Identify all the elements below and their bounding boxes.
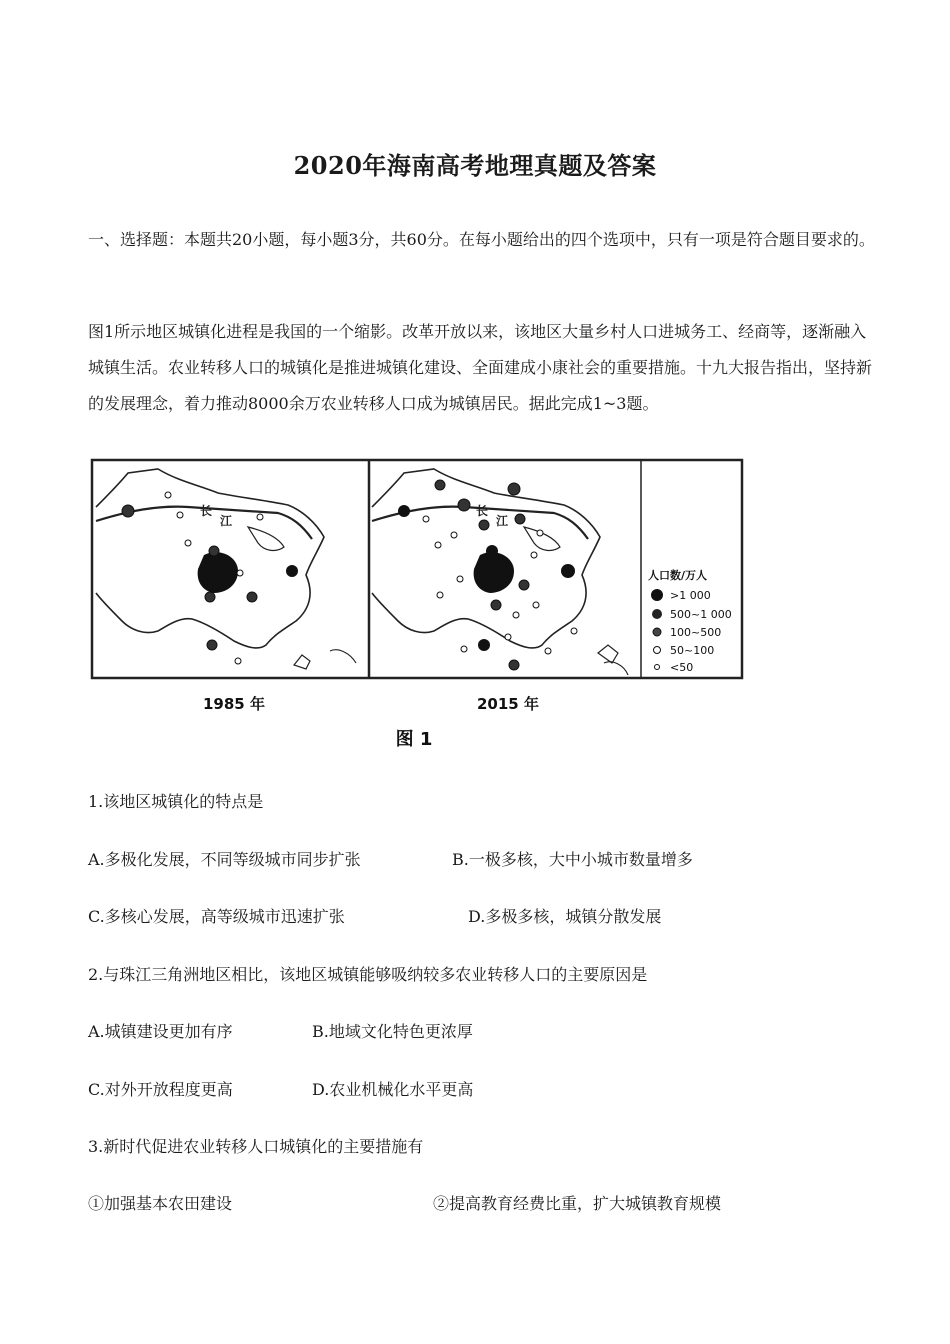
legend-symbol-gt1000 [651,589,663,601]
city-marker [479,520,489,530]
city-marker [257,514,263,520]
question-1-option-d[interactable]: D.多极多核，城镇分散发展 [468,907,662,926]
question-2-option-c[interactable]: C.对外开放程度更高 [88,1080,233,1099]
city-marker [286,565,298,577]
legend-label-lt50: <50 [670,661,694,674]
metro-core-1985 [198,552,238,593]
question-2-option-b[interactable]: B.地域文化特色更浓厚 [312,1022,473,1041]
city-marker [423,516,429,522]
question-2-option-d[interactable]: D.农业机械化水平更高 [312,1080,474,1099]
metro-core-2015 [474,552,514,593]
city-marker [247,592,257,602]
city-marker [509,660,519,670]
question-2-option-a[interactable]: A.城镇建设更加有序 [88,1022,233,1041]
page-title: 2020年海南高考地理真题及答案 [293,151,657,180]
city-marker [458,499,470,511]
legend-label-50-100: 50~100 [670,644,715,657]
map-outline [294,655,310,669]
legend-title: 人口数/万人 [648,569,708,582]
river-label-chang-1985: 长 [200,504,213,518]
city-marker [398,505,410,517]
city-marker [545,648,551,654]
question-1-option-a[interactable]: A.多极化发展，不同等级城市同步扩张 [88,850,361,869]
city-marker [185,540,191,546]
city-marker [531,552,537,558]
city-marker [165,492,171,498]
map-outline [604,662,628,675]
city-marker [571,628,577,634]
reading-passage: 图1所示地区城镇化进程是我国的一个缩影。改革开放以来，该地区大量乡村人口进城务工、经商等，逐渐融入城镇生活。农业转移人口的城镇化是推进城镇化建设、全面建成小康社会的重要措施。十九大报告指出，坚持新的发展理念，着力推动8000余万农业转移人口成为城镇居民。据此完成1~3题。 [88,322,873,413]
city-marker [205,592,215,602]
city-marker [515,514,525,524]
city-marker [435,480,445,490]
figure-caption: 图 1 [395,729,433,750]
legend-label-gt1000: >1 000 [670,589,711,602]
question-1-stem: 1.该地区城镇化的特点是 [88,792,264,811]
figure-frame [92,460,742,678]
city-marker [209,546,219,556]
city-marker [122,505,134,517]
city-marker [235,658,241,664]
city-marker [435,542,441,548]
map-outline [330,650,356,663]
legend-label-500-1000: 500~1 000 [670,608,732,621]
map-outline [248,527,284,550]
legend-label-100-500: 100~500 [670,626,722,639]
map-label-1985: 1985 年 [203,695,265,713]
legend-symbol-50-100 [654,647,661,654]
map-1985 [96,469,356,669]
section-intro: 一、选择题：本题共20小题，每小题3分，共60分。在每小题给出的四个选项中，只有一项是符合题目要求的。 [88,230,875,249]
city-marker [457,576,463,582]
river-label-chang-2015: 长 [476,504,489,518]
map-2015 [372,469,628,675]
city-marker [486,545,498,557]
city-marker [537,530,543,536]
question-3-option-1[interactable]: ①加强基本农田建设 [88,1194,233,1213]
city-marker [437,592,443,598]
question-2-stem: 2.与珠江三角洲地区相比，该地区城镇能够吸纳较多农业转移人口的主要原因是 [88,965,648,984]
question-1-option-c[interactable]: C.多核心发展，高等级城市迅速扩张 [88,907,345,926]
city-marker [237,570,243,576]
city-marker [561,564,575,578]
river-label-jiang-1985: 江 [220,514,233,528]
question-3-stem: 3.新时代促进农业转移人口城镇化的主要措施有 [88,1137,424,1156]
figure-1-maps [88,455,748,755]
legend-symbol-100-500 [653,628,661,636]
city-marker [451,532,457,538]
city-marker [492,559,508,575]
city-marker [216,557,232,573]
map-label-2015: 2015 年 [477,695,539,713]
city-marker [207,640,217,650]
legend-symbol-500-1000 [652,609,662,619]
river-label-jiang-2015: 江 [496,514,509,528]
city-marker [513,612,519,618]
city-marker [461,646,467,652]
city-marker [533,602,539,608]
city-marker [508,483,520,495]
city-marker [491,600,501,610]
city-marker [519,580,529,590]
map-legend [648,568,732,674]
legend-symbol-lt50 [655,665,660,670]
map-outline [598,645,618,663]
city-marker [478,639,490,651]
figure-1 [88,455,748,755]
city-marker [505,634,511,640]
city-marker [177,512,183,518]
question-3-option-2[interactable]: ②提高教育经费比重，扩大城镇教育规模 [433,1194,722,1213]
question-1-option-b[interactable]: B.一极多核，大中小城市数量增多 [452,850,693,869]
